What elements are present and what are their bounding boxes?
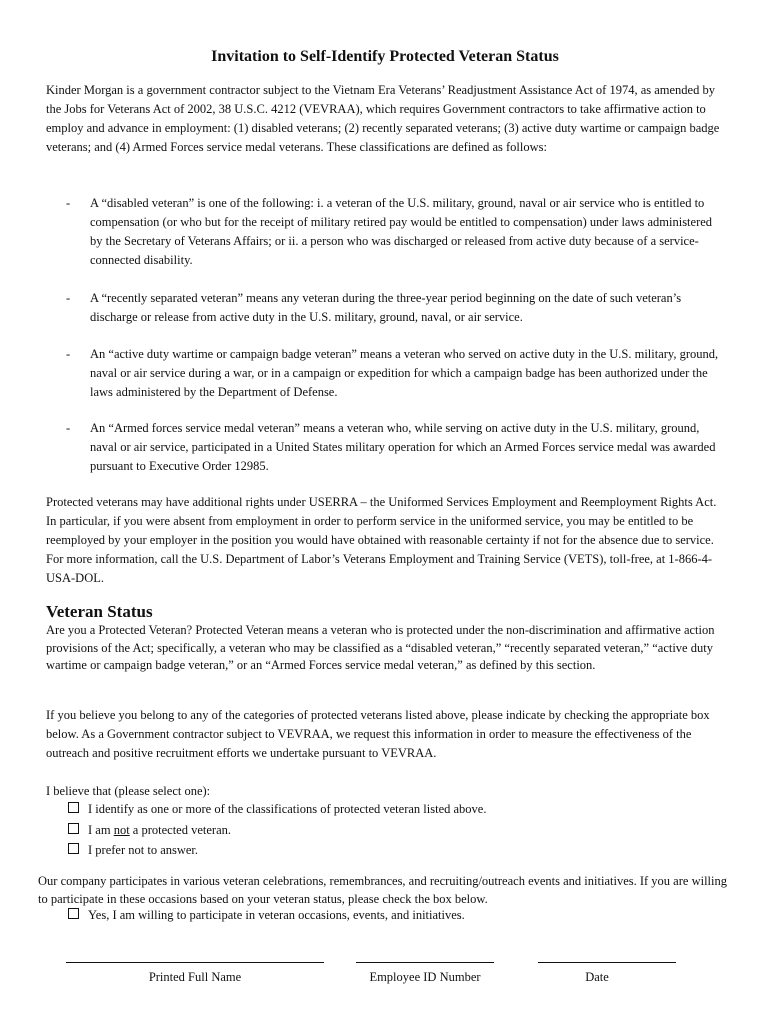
option-label: I identify as one or more of the classifications of protected veteran listed above. [88,802,487,816]
option-label-post: a protected veteran. [129,823,232,837]
bullet-dash: - [66,421,71,435]
bullet-dash: - [66,196,71,210]
option-label-not: not [113,823,130,837]
definition-text: An “Armed forces service medal veteran” means a veteran who, while serving on active duty in the U.S. military, ground, naval or air service, participated in a United States military operation for which an Armed Forces service medal was awarded pursuant to Executive Order 12985. [90,421,716,473]
self-identify-instruction: If you believe you belong to any of the categories of protected veterans listed above, please indicate by checking the appropriate box below. As a Government contractor subject to VEVRAA, we request this information in order to measure the effectiveness of the outreach and positive recruitment efforts we undertake pursuant to VEVRAA. [46,708,710,760]
definition-service-medal-veteran [66,419,726,476]
option-label-pre: I am [88,823,114,837]
employee-id-label: Employee ID Number [369,970,481,984]
definition-campaign-badge-veteran [66,345,726,402]
userra-paragraph: Protected veterans may have additional rights under USERRA – the Uniformed Services Employment and Reemployment Rights Act. In particular, if you were absent from employment in order to perform service in the uniformed service, you may be entitled to be reemployed by your employer in the position you would have obtained with reasonable certainty if not for the absence due to service. For more information, call the U.S. Department of Labor’s Veterans Employment and Training Service (VETS), toll-free, at 1-866-4-USA-DOL. [46,495,717,585]
bullet-dash: - [66,291,71,305]
intro-paragraph: Kinder Morgan is a government contractor subject to the Vietnam Era Veterans’ Readjustment Assistance Act of 1974, as amended by the Jobs for Veterans Act of 2002, 38 U.S.C. 4212 (VEVRAA), which requires Government contractors to take affirmative action to employ and advance in employment: (1) disabled veterans; (2) recently separated veterans; (3) active duty wartime or campaign badge veterans; and (4) Armed Forces service medal veterans. These classifications are defined as follows: [46,83,720,154]
checkbox-identify-protected[interactable] [68,802,79,813]
definition-disabled-veteran [66,194,726,270]
participation-paragraph: Our company participates in various veteran celebrations, remembrances, and recruiting/outreach events and initiatives. If you are willing to participate in these occasions based on your veteran status, please check the box below. [38,874,727,906]
definition-text: An “active duty wartime or campaign badge veteran” means a veteran who served on active duty in the U.S. military, ground, naval or air service during a war, or in a campaign or expedition for which a campaign badge has been authorized under the laws administered by the Department of Defense. [90,347,719,399]
option-not-protected[interactable] [68,821,231,840]
option-label: I prefer not to answer. [88,843,199,857]
veteran-status-heading: Veteran Status [46,602,153,621]
date-label: Date [585,970,609,984]
checkbox-prefer-not-answer[interactable] [68,843,79,854]
option-label: Yes, I am willing to participate in veteran occasions, events, and initiatives. [88,908,465,922]
printed-name-line[interactable] [66,962,324,963]
definition-recently-separated-veteran [66,289,726,327]
page-title: Invitation to Self-Identify Protected Veteran Status [211,48,559,65]
option-prefer-not-answer[interactable] [68,841,198,860]
definition-text: A “disabled veteran” is one of the following: i. a veteran of the U.S. military, ground, naval or air service who is entitled to compensation (or who but for the receipt of military retired pay would be entitled to compensation) under laws administered by the Secretary of Veterans Affairs; or ii. a person who was discharged or released from active duty because of a service-connected disability. [90,196,713,267]
bullet-dash: - [66,347,71,361]
checkbox-participate[interactable] [68,908,79,919]
date-line[interactable] [538,962,676,963]
select-prompt: I believe that (please select one): [46,784,211,798]
option-identify-protected[interactable] [68,800,486,819]
definition-text: A “recently separated veteran” means any veteran during the three-year period beginning on the date of such veteran’s discharge or release from active duty in the U.S. military, ground, naval, or air service. [90,291,682,324]
protected-veteran-question: Are you a Protected Veteran? Protected Veteran means a veteran who is protected under the non-discrimination and affirmative action provisions of the Act; specifically, a veteran who may be classified as a “disabled veteran,” “recently separated veteran,” “active duty wartime or campaign badge veteran,” or an “Armed Forces service medal veteran,” as defined by this section. [46,623,715,672]
option-participate[interactable] [68,906,465,925]
printed-name-label: Printed Full Name [148,970,242,984]
employee-id-line[interactable] [356,962,494,963]
checkbox-not-protected[interactable] [68,823,79,834]
